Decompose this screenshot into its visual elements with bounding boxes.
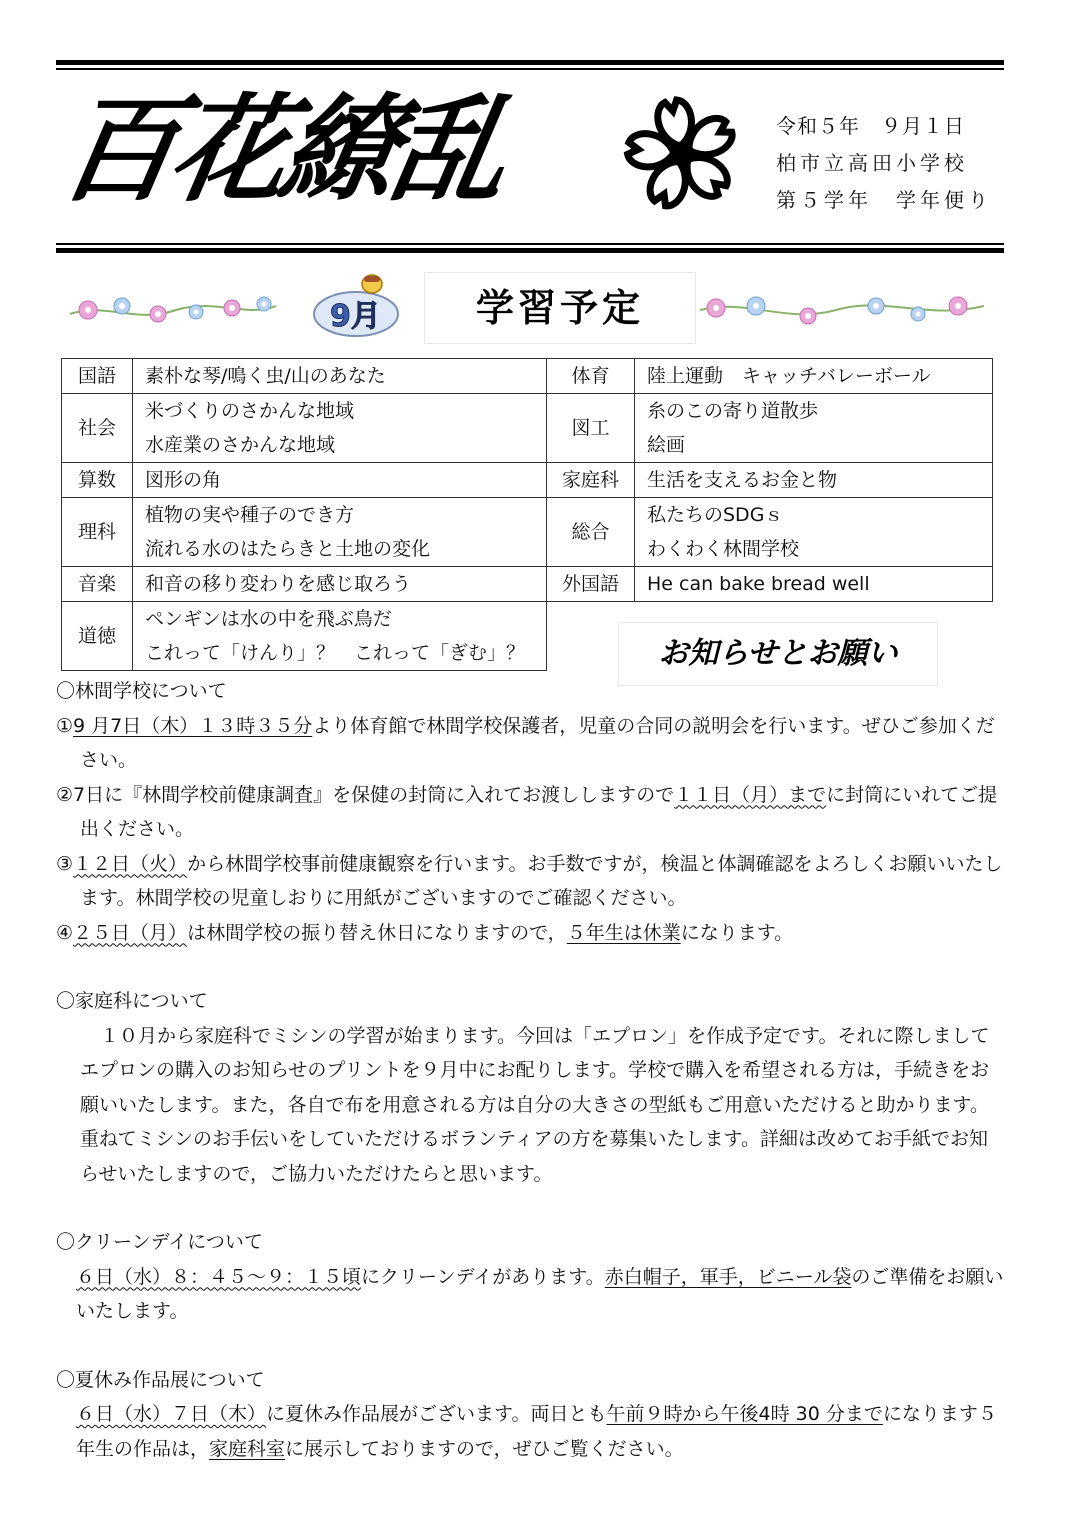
table-row: [62, 394, 993, 463]
school-name: 柏市立高田小学校: [776, 151, 968, 175]
notices-banner: お知らせとお願い: [618, 622, 938, 686]
morning-glory-vine-left-icon: [66, 284, 280, 334]
kateika-text: １０月から家庭科でミシンの学習が始まります。今回は「エプロン」を作成予定です。それに際しましてエプロンの購入のお知らせのプリントを９月中にお配りします。学校で購入を希望される方は，手続きをお願いいたします。また，各自で布を用意される方は自分の大きさの型紙もご用意いただけると助かります。重ねてミシンのお手伝いをしていただけるボランティアの方を募集いたします。詳細は改めてお手紙でお知らせいたしますので，ご協力いただけたらと思います。: [80, 1024, 990, 1185]
item-text: になります。: [680, 921, 794, 944]
subject-cell: 道徳: [62, 602, 133, 671]
meeting-datetime: 9 月7日（木）１３時３５分: [73, 714, 313, 737]
table-row: [62, 463, 993, 498]
rinkan-item-1: [56, 709, 1004, 778]
holiday-note: ５年生は休業: [566, 921, 681, 944]
subject-cell: 理科: [62, 498, 133, 567]
subject-cell: 国語: [62, 359, 133, 394]
item-text: より体育館で林間学校保護者，児童の合同の説明会を行います。ぜひご参加ください。: [80, 714, 995, 771]
rinkan-item-3: [56, 847, 1004, 916]
content-line: わくわく林間学校: [647, 538, 800, 560]
month-badge-text: 9月: [330, 299, 381, 334]
bottom-rule-thin: [56, 243, 1004, 245]
subject-cell: 図工: [547, 394, 635, 463]
item-number: ③: [56, 852, 74, 875]
exhibition-hours: 午前９時から午後4時 30 分まで: [606, 1403, 883, 1425]
subject-cell: 外国語: [547, 567, 635, 602]
table-row: [62, 567, 993, 602]
cleanday-heading: 〇クリーンデイについて: [56, 1231, 263, 1253]
holiday-date: ２５日（月）: [73, 921, 188, 944]
issue-info: [776, 108, 992, 219]
content-line: 絵画: [647, 434, 686, 456]
content-cell: 生活を支えるお金と物: [635, 463, 993, 498]
cleanday-time: ６日（水）８：４５～９：１５頃: [76, 1265, 362, 1288]
grade-note: 第５学年 学年便り: [776, 188, 992, 212]
schedule-banner: 学習予定: [424, 272, 696, 344]
top-rule-thick: [56, 60, 1004, 65]
observation-start-date: １２日（火）: [73, 852, 188, 875]
content-line: 米づくりのさかんな地域: [145, 400, 355, 422]
item-text: 7日に『林間学校前健康調査』を保健の封筒に入れてお渡ししますので: [73, 783, 675, 806]
content-cell: 図形の角: [133, 463, 547, 498]
content-cell: He can bake bread well: [635, 567, 993, 602]
exhibition-dates: ６日（水）７日（木）: [76, 1403, 267, 1425]
subject-cell: 算数: [62, 463, 133, 498]
exhibition-room: 家庭科室: [209, 1437, 286, 1460]
content-line: 水産業のさかんな地域: [145, 434, 336, 456]
item-text: に展示しておりますので，ぜひご覧ください。: [285, 1437, 684, 1460]
notices-body: [56, 674, 1004, 1466]
kateika-heading: 〇家庭科について: [56, 990, 208, 1012]
item-number: ①: [56, 714, 74, 737]
content-cell: 陸上運動 キャッチバレーボール: [635, 359, 993, 394]
subject-cell: 体育: [547, 359, 635, 394]
subject-cell: 総合: [547, 498, 635, 567]
content-cell: [133, 394, 547, 463]
subject-cell: 音楽: [62, 567, 133, 602]
content-line: 糸のこの寄り道散歩: [647, 400, 819, 422]
rinkan-item-4: [56, 916, 1004, 951]
content-cell: [635, 394, 993, 463]
rinkan-item-2: [56, 778, 1004, 847]
content-cell: [133, 602, 547, 671]
item-text: に夏休み作品展がございます。両日とも: [266, 1403, 607, 1425]
item-number: ④: [56, 921, 74, 944]
item-text: は林間学校の振り替え休日になりますので，: [187, 921, 567, 944]
rinkan-heading: 〇林間学校について: [56, 680, 227, 702]
exhibition-heading: 〇夏休み作品展について: [56, 1368, 265, 1391]
item-text: のご準備をお願いいたします。: [76, 1265, 1004, 1322]
item-text: から林間学校事前健康観察を行います。お手数ですが，検温と体調確認をよろしくお願いいたします。林間学校の児童しおりに用紙がございますのでご確認ください。: [80, 852, 1003, 909]
content-cell: [133, 498, 547, 567]
morning-glory-vine-right-icon: [696, 284, 988, 334]
content-cell: 素朴な琴/鳴く虫/山のあなた: [133, 359, 547, 394]
table-row: [62, 359, 993, 394]
content-line: 流れる水のはたらきと土地の変化: [145, 538, 431, 560]
content-line: 私たちのSDGｓ: [647, 504, 784, 526]
cleanday-items: 赤白帽子，軍手，ビニール袋: [604, 1265, 852, 1288]
content-line: これって「けんり」？ これって「ぎむ」？: [145, 642, 526, 664]
item-number: ②: [56, 783, 74, 806]
content-line: ペンギンは水の中を飛ぶ鳥だ: [145, 608, 392, 630]
item-text: になります５年生の作品は，: [76, 1403, 997, 1460]
month-badge-acorn-icon: [310, 270, 402, 340]
content-line: 植物の実や種子のでき方: [145, 504, 355, 526]
deadline-date: １１日（月）まで: [674, 783, 827, 806]
table-row: [62, 498, 993, 567]
item-text: にクリーンデイがあります。: [361, 1265, 605, 1288]
bottom-rule-thick: [56, 248, 1004, 253]
cherry-blossom-icon: [622, 92, 742, 212]
content-cell: 和音の移り変わりを感じ取ろう: [133, 567, 547, 602]
exhibition-text: [56, 1397, 1004, 1466]
issue-date: 令和５年 ９月１日: [776, 114, 965, 138]
newsletter-title: 百花繚乱: [50, 83, 514, 218]
cleanday-text: [56, 1260, 1004, 1329]
content-cell: [635, 498, 993, 567]
subject-cell: 家庭科: [547, 463, 635, 498]
item-text: に封筒にいれてご提出ください。: [80, 783, 998, 840]
subject-cell: 社会: [62, 394, 133, 463]
